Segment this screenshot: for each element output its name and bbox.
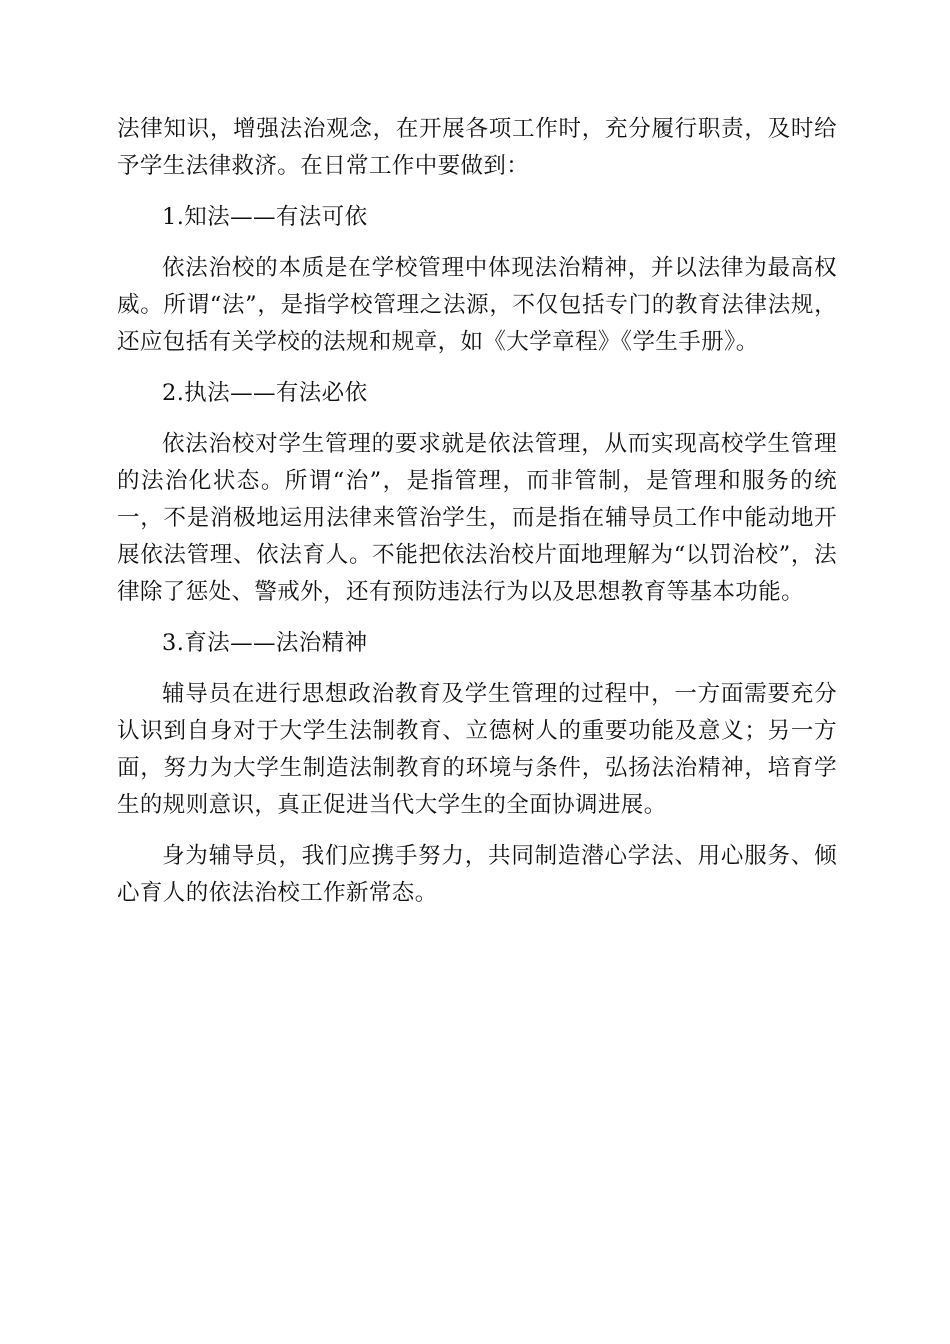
paragraph-continuation: 法律知识，增强法治观念，在开展各项工作时，充分履行职责，及时给予学生法律救济。在日常工作中要做到：	[117, 116, 837, 179]
paragraph-educate-law: 辅导员在进行思想政治教育及学生管理的过程中，一方面需要充分认识到自身对于大学生法制教育、立德树人的重要功能及意义；另一方面，努力为大学生制造法制教育的环境与条件，弘扬法治精神，培育学生的规则意识，真正促进当代大学生的全面协调进展。	[117, 681, 837, 818]
paragraph-conclusion: 身为辅导员，我们应携手努力，共同制造潜心学法、用心服务、倾心育人的依法治校工作新常态。	[117, 843, 837, 906]
paragraph-know-law: 依法治校的本质是在学校管理中体现法治精神，并以法律为最高权威。所谓“法”，是指学校管理之法源，不仅包括专门的教育法律法规，还应包括有关学校的法规和规章，如《大学章程》《学生手册》。	[117, 255, 837, 355]
paragraph-enforce-law: 依法治校对学生管理的要求就是依法管理，从而实现高校学生管理的法治化状态。所谓“治”，是指管理，而非管制，是管理和服务的统一，不是消极地运用法律来管治学生，而是指在辅导员工作中能动地开展依法管理、依法育人。不能把依法治校片面地理解为“以罚治校”，法律除了惩处、警戒外，还有预防违法行为以及思想教育等基本功能。	[117, 431, 837, 605]
document-page	[117, 111, 837, 926]
section-heading-know-law: 1.知法——有法可依	[162, 204, 368, 230]
section-heading-educate-law: 3.育法——法治精神	[162, 630, 368, 656]
section-heading-enforce-law: 2.执法——有法必依	[162, 380, 368, 406]
